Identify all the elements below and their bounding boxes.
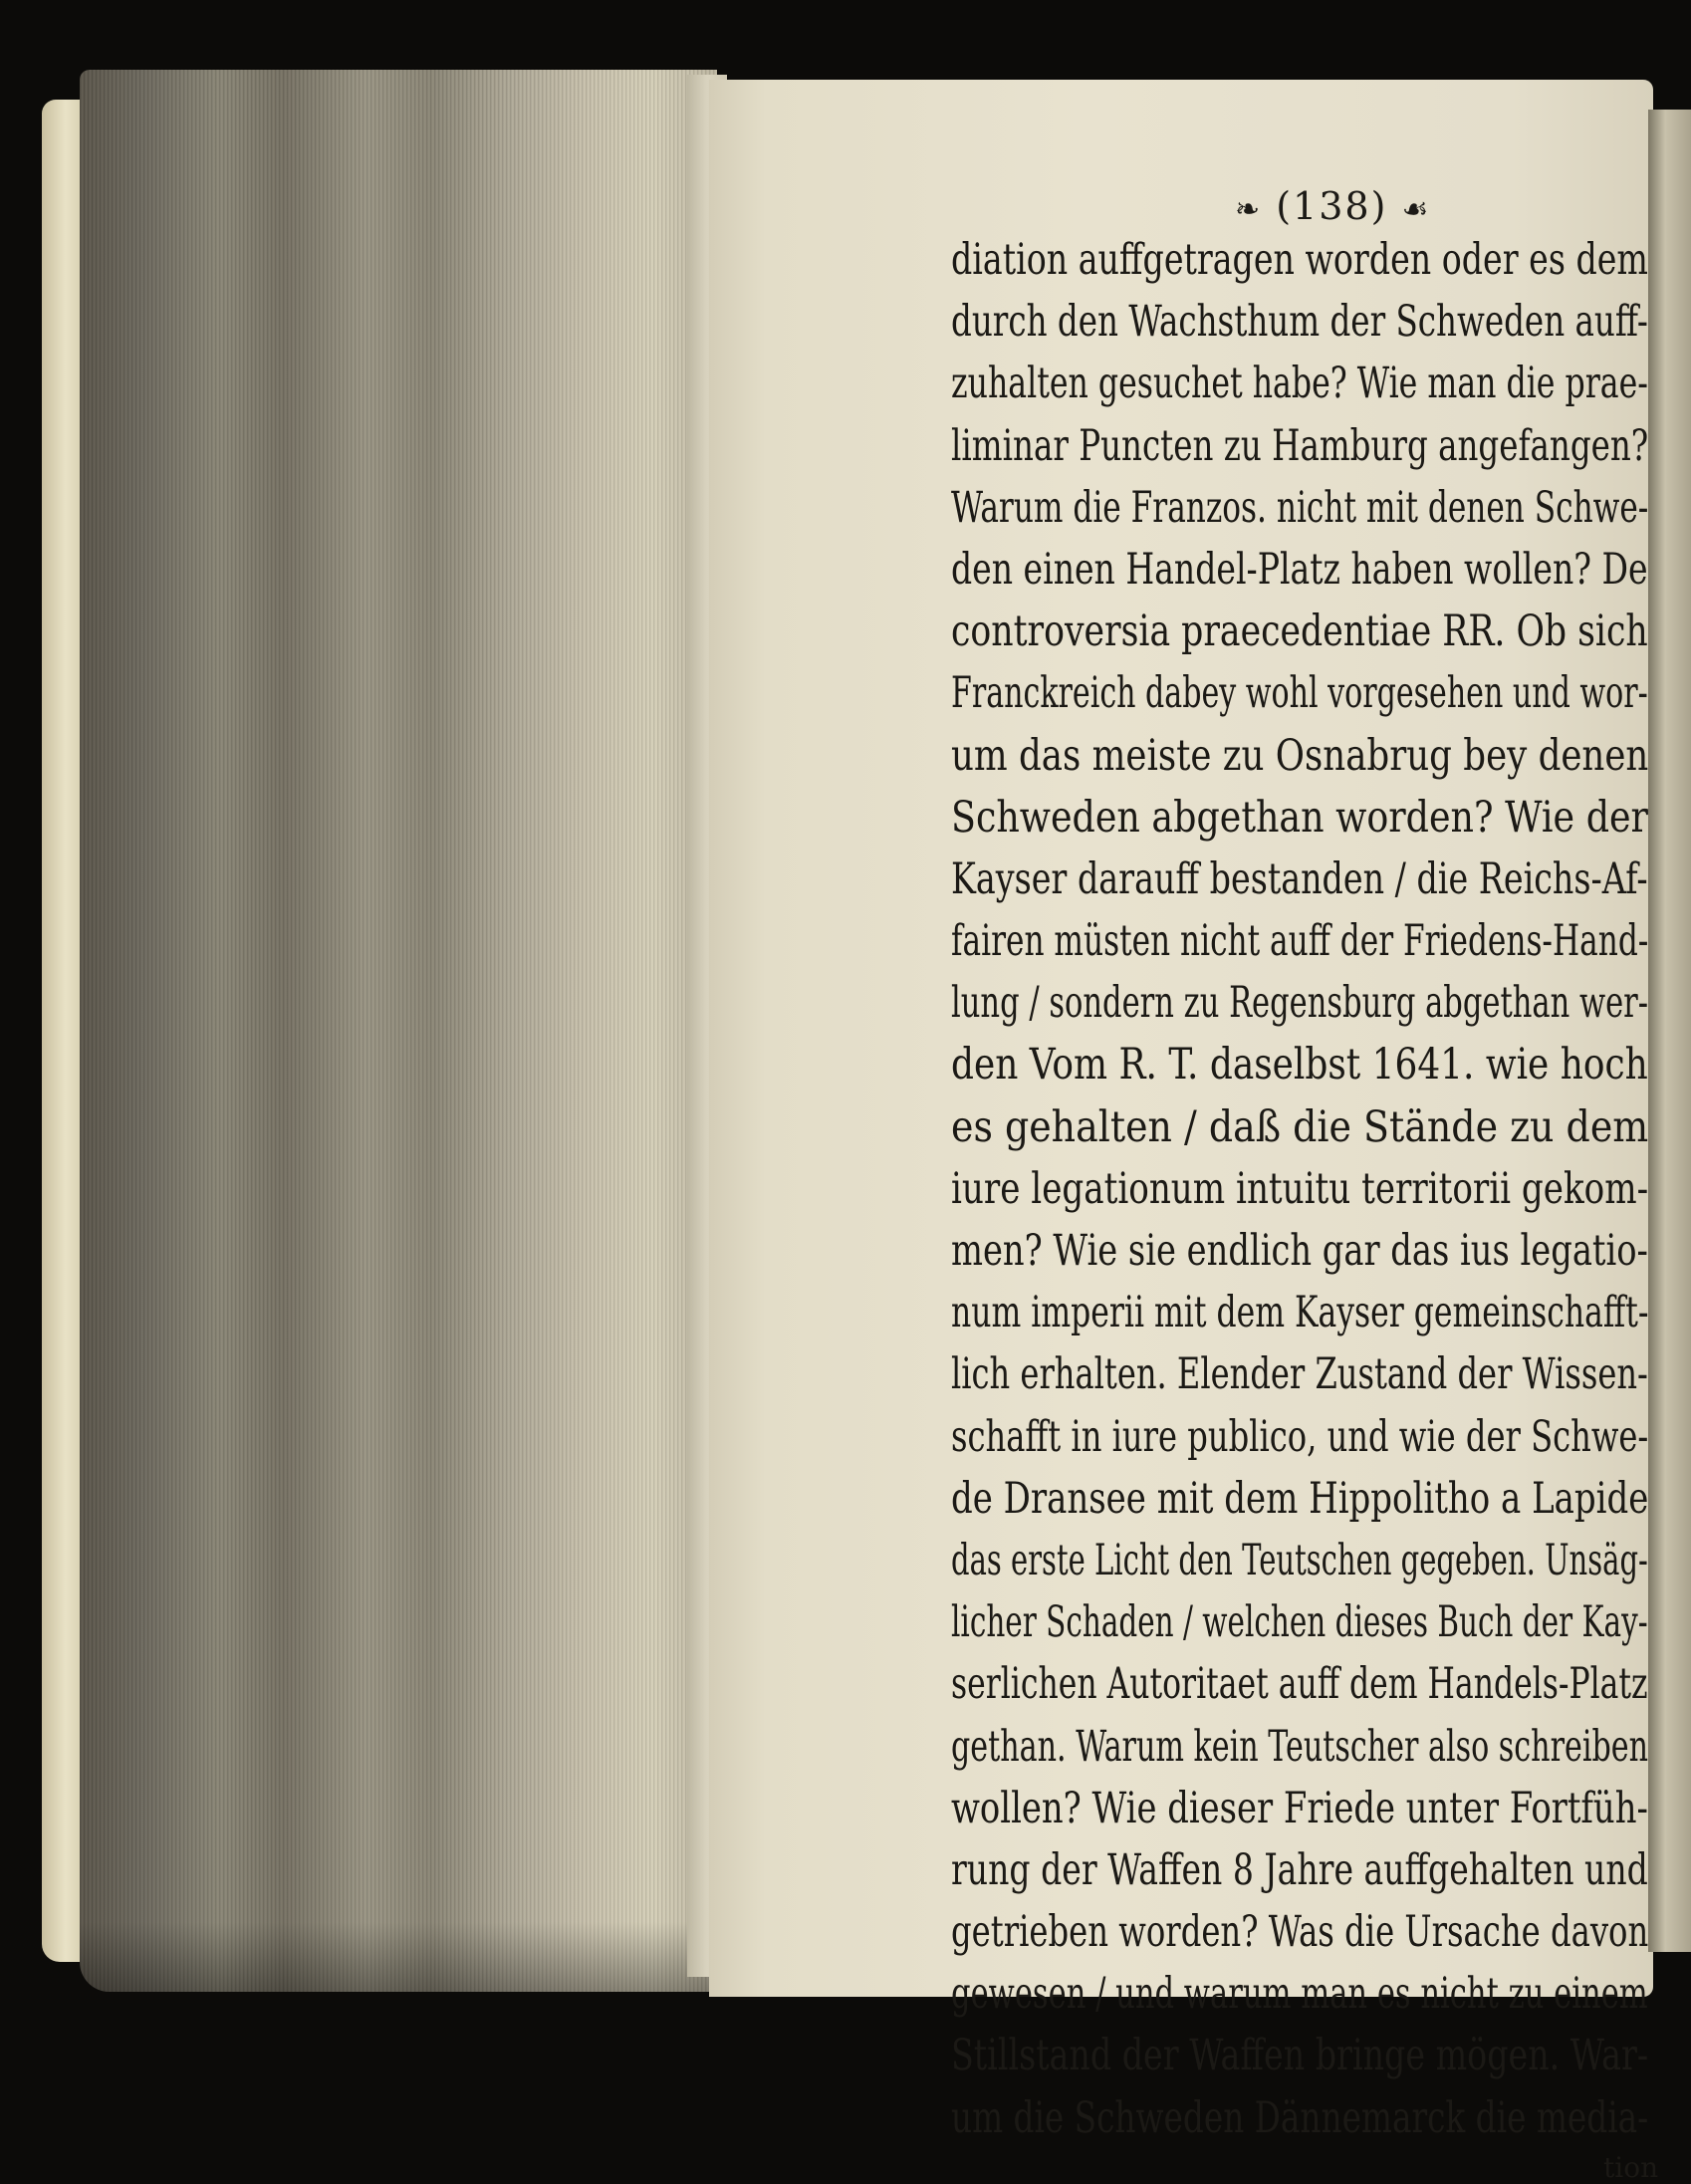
text-line	[951, 353, 1648, 414]
text-line	[951, 601, 1648, 662]
page-number-header	[1235, 184, 1430, 228]
text-line-content: serlichen Autoritaet auff dem Handels-Platz	[951, 1659, 1648, 1710]
text-line	[951, 1343, 1648, 1405]
text-line	[951, 849, 1648, 910]
text-line-content: um die Schweden Dännemarck die media-	[951, 2092, 1649, 2143]
text-line	[951, 477, 1648, 539]
page-block-edges	[80, 70, 717, 1992]
text-line-content: rung der Waffen 8 Jahre auffgehalten und	[951, 1844, 1648, 1895]
text-line	[951, 1034, 1648, 1095]
text-line-content: es gehalten / daß die Stände zu dem	[951, 1101, 1649, 1152]
text-line-content: gewesen / und warum man es nicht zu einem	[951, 1969, 1648, 2020]
text-line	[951, 539, 1648, 601]
text-line	[951, 2087, 1648, 2149]
text-line	[951, 910, 1648, 972]
text-line-content: liminar Puncten zu Hamburg angefangen?	[951, 420, 1649, 471]
catchword: tion	[1603, 2151, 1659, 2184]
text-line	[951, 1282, 1648, 1343]
text-line-content: fairen müsten nicht auff der Friedens-Hand-	[951, 916, 1649, 967]
text-line	[951, 662, 1648, 724]
text-line	[951, 1716, 1648, 1778]
text-line	[951, 1963, 1648, 2025]
text-line	[951, 229, 1648, 291]
page-number: (138)	[1276, 184, 1388, 228]
text-line	[951, 1096, 1648, 1158]
text-line-content: controversia praecedentiae RR. Ob sich	[951, 607, 1648, 657]
text-line-content: num imperii mit dem Kayser gemeinschafft-	[951, 1288, 1649, 1338]
page-body-text	[951, 229, 1648, 2149]
text-line	[951, 972, 1648, 1034]
text-line	[951, 2025, 1648, 2086]
text-line-content: durch den Wachsthum der Schweden auff-	[951, 297, 1648, 348]
text-line-content: Kayser darauff bestanden / die Reichs-Af-	[951, 853, 1648, 904]
text-line-content: wollen? Wie dieser Friede unter Fortfüh-	[951, 1783, 1648, 1833]
text-line-content: den Vom R. T. daselbst 1641. wie hoch	[951, 1040, 1648, 1091]
text-line	[951, 787, 1648, 849]
text-line-content: gethan. Warum kein Teutscher also schreiben	[951, 1721, 1649, 1772]
text-line	[951, 1653, 1648, 1715]
text-line	[951, 1591, 1648, 1653]
page-block-shadow	[80, 1922, 717, 1992]
left-ornament-icon: ❧	[1235, 192, 1263, 227]
text-line	[951, 1901, 1648, 1963]
text-line-content: diation auffgetragen worden oder es dem	[951, 235, 1648, 285]
text-line	[951, 415, 1648, 477]
next-leaf-edge	[1648, 110, 1691, 1952]
text-line-content: zuhalten gesuchet habe? Wie man die prae-	[951, 359, 1648, 409]
text-line-content: de Dransee mit dem Hippolitho a Lapide	[951, 1473, 1649, 1524]
text-line-content: um das meiste zu Osnabrug bey denen	[951, 730, 1649, 781]
text-line-content: lung / sondern zu Regensburg abgethan wer-	[951, 978, 1649, 1029]
text-line-content: men? Wie sie endlich gar das ius legatio-	[951, 1226, 1648, 1276]
text-line-content: Stillstand der Waffen bringe mögen. War-	[951, 2031, 1649, 2081]
text-line-content: Schweden abgethan worden? Wie der	[951, 792, 1648, 843]
text-line	[951, 1220, 1648, 1282]
text-line	[951, 1406, 1648, 1468]
text-line-content: Warum die Franzos. nicht mit denen Schwe-	[951, 482, 1649, 533]
text-line	[951, 1530, 1648, 1591]
text-line	[951, 1778, 1648, 1839]
text-line	[951, 291, 1648, 353]
text-line-content: den einen Handel-Platz haben wollen? De	[951, 544, 1648, 595]
text-line	[951, 1839, 1648, 1901]
text-line-content: das erste Licht den Teutschen gegeben. Unsäg-	[951, 1535, 1648, 1585]
text-line-content: iure legationum intuitu territorii gekom-	[951, 1163, 1649, 1214]
right-ornament-icon: ☙	[1401, 192, 1431, 227]
text-line-content: schafft in iure publico, und wie der Schwe-	[951, 1411, 1649, 1462]
text-line	[951, 1468, 1648, 1530]
text-line-content: lich erhalten. Elender Zustand der Wissen-	[951, 1349, 1648, 1400]
text-line-content: Franckreich dabey wohl vorgesehen und wor-	[951, 668, 1648, 719]
text-line-content: licher Schaden / welchen dieses Buch der Kay-	[951, 1597, 1648, 1648]
text-line-content: getrieben worden? Was die Ursache davon	[951, 1907, 1649, 1958]
text-line	[951, 1158, 1648, 1220]
text-line	[951, 725, 1648, 787]
